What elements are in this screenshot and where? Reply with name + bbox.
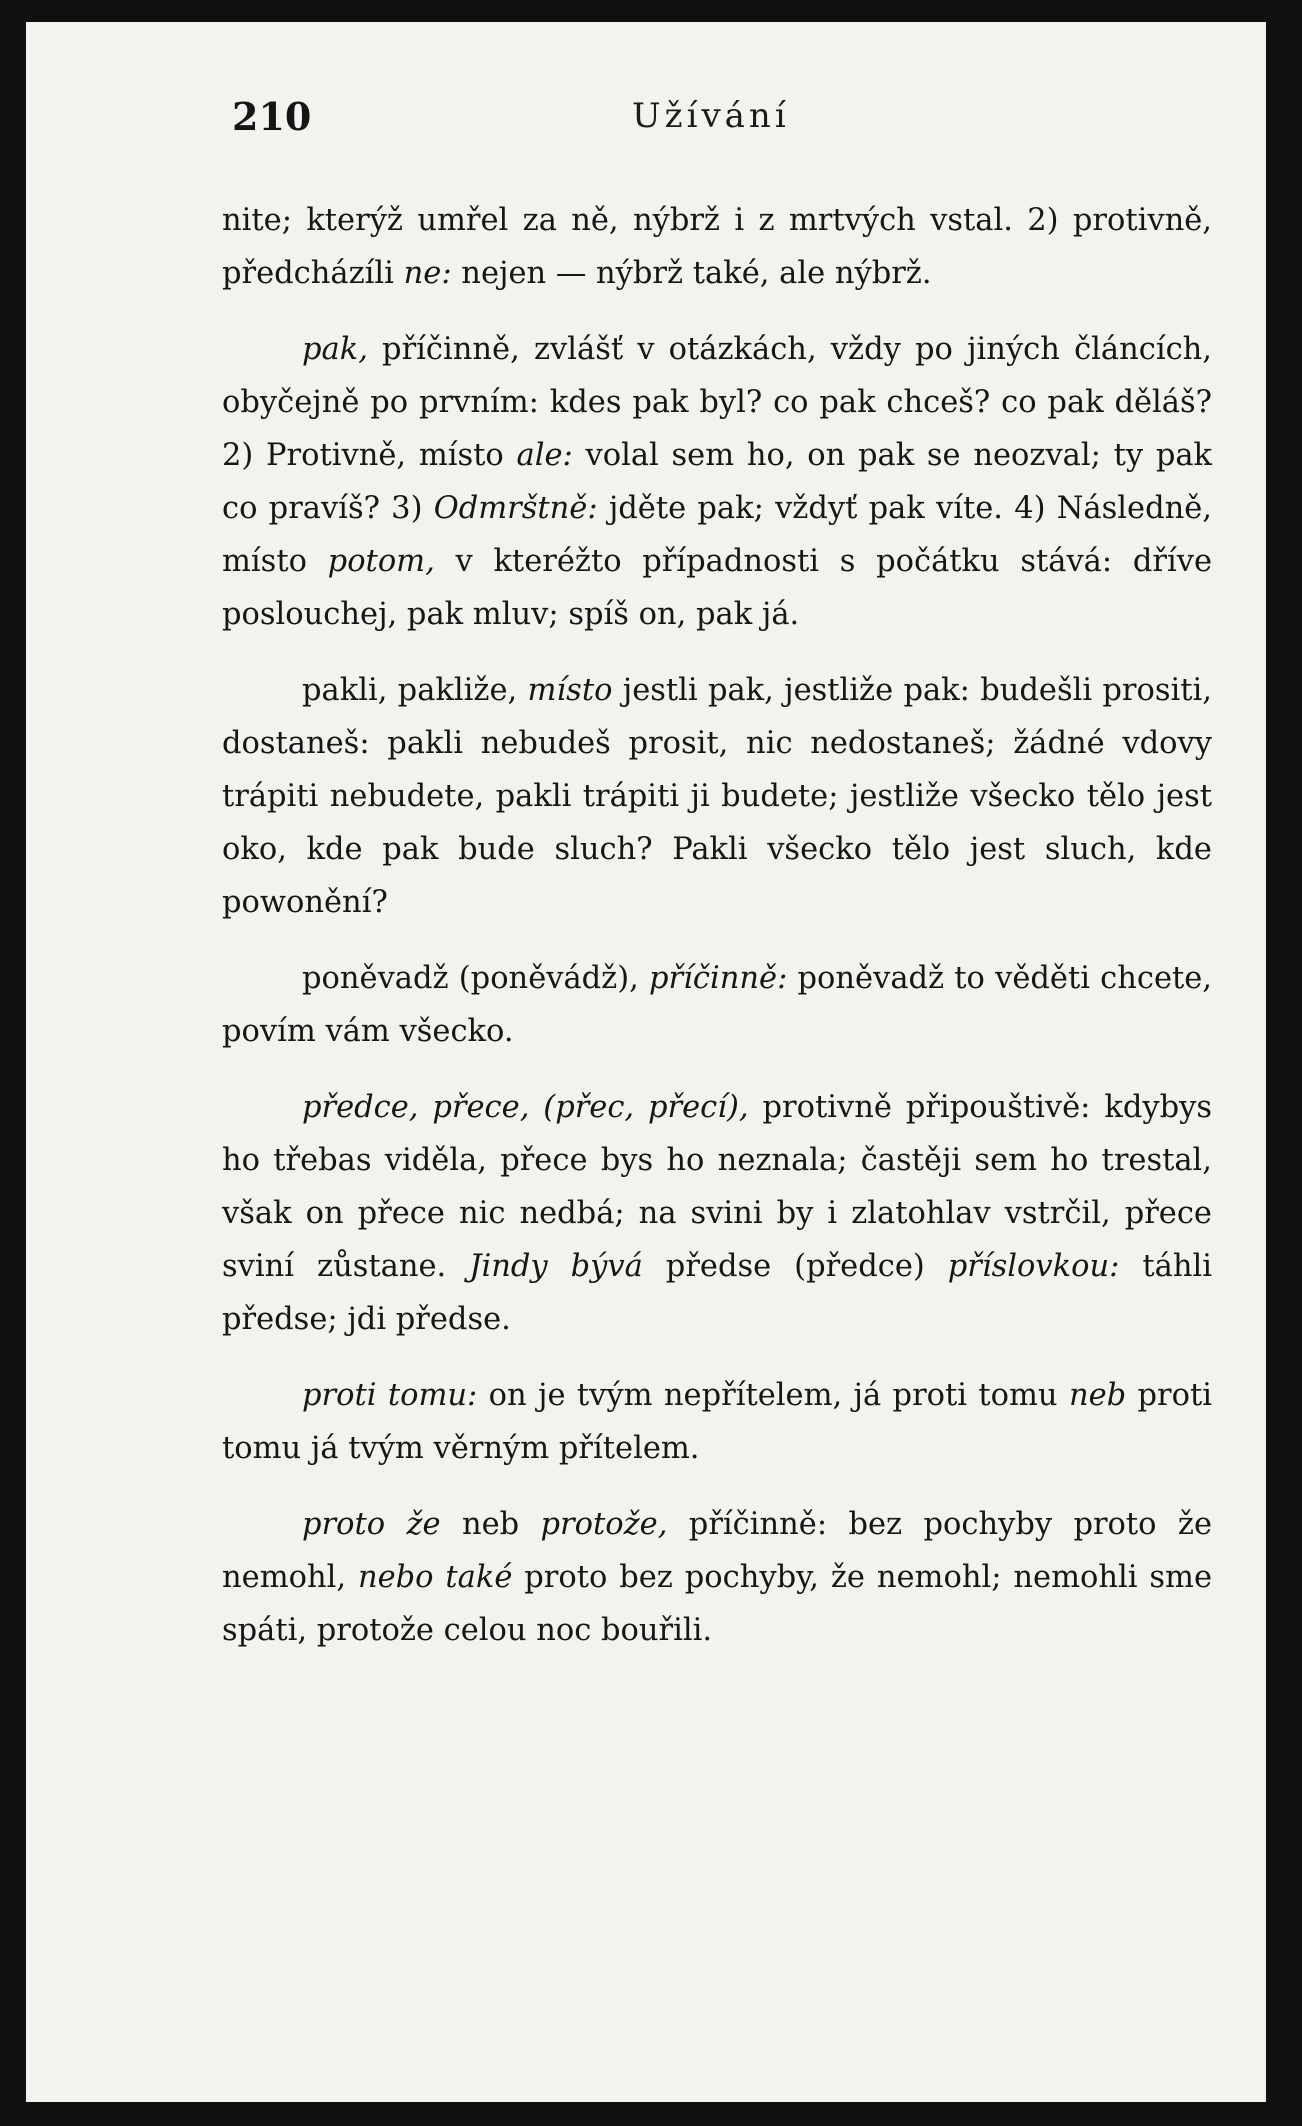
paragraph [222, 664, 1212, 929]
page-header [232, 94, 1212, 154]
text-segment: proti tomu já tvým věrným přítelem. [222, 1378, 1212, 1466]
text-segment: on je tvým nepřítelem, já proti tomu [477, 1378, 1069, 1413]
text-segment: předse (předce) [642, 1249, 948, 1284]
paragraph [222, 194, 1212, 300]
text-segment: neb [440, 1507, 541, 1542]
book-page [26, 22, 1266, 2102]
italic-text-segment: proti tomu: [302, 1378, 478, 1413]
text-segment: proto bez pochyby, že nemohl; nemohli sme spáti, protože celou noc bouřili. [222, 1560, 1213, 1648]
italic-text-segment: nebo také [357, 1560, 513, 1595]
italic-text-segment: Jindy bývá [469, 1249, 643, 1284]
italic-text-segment: ne: [403, 256, 452, 291]
paragraph [222, 1369, 1212, 1475]
paragraph [222, 323, 1212, 641]
italic-text-segment: pak, [302, 332, 368, 367]
italic-text-segment: příčinně: [649, 961, 788, 996]
italic-text-segment: proto že [302, 1507, 441, 1542]
text-segment: příčinně, zvlášť v otázkách, vždy po jiných článcích, obyčejně po prvním: kdes pak byl? co pak chceš? co pak děláš? 2) Protivně, místo [222, 332, 1212, 473]
text-segment: v kteréžto případnosti s počátku stává: dříve poslouchej, pak mluv; spíš on, pak já. [222, 544, 1212, 632]
text-segment: jestli pak, jestliže pak: budešli prositi, dostaneš: pakli nebudeš prosit, nic nedostaneš; žádné vdovy trápiti nebudete, pakli trápiti ji budete; jestliže všecko tělo jest oko, kde pak bude sluch? Pakli všecko tělo jest sluch, kde powonění? [222, 673, 1212, 920]
italic-text-segment: předce, přece, (přec, přecí), [302, 1090, 749, 1125]
paragraph [222, 952, 1212, 1058]
paragraph [222, 1498, 1212, 1657]
page-number: 210 [232, 94, 312, 139]
text-segment: protivně připouštivě: kdybys ho třebas viděla, přece bys ho neznala; častěji sem ho trestal, však on přece nic nedbá; na svini by i zlatohlav vstrčil, přece sviní zůstane. [222, 1090, 1212, 1284]
italic-text-segment: Odmrštně: [433, 491, 598, 526]
italic-text-segment: ale: [516, 438, 573, 473]
text-segment: nejen — nýbrž také, ale nýbrž. [451, 256, 932, 291]
italic-text-segment: potom, [327, 544, 435, 579]
body-text [222, 194, 1212, 1657]
text-segment: nite; kterýž umřel za ně, nýbrž i z mrtvých vstal. 2) protivně, předcházíli [222, 203, 1212, 291]
text-segment: volal sem ho, on pak se neozval; ty pak co pravíš? 3) [222, 438, 1213, 526]
text-segment: příčinně: bez pochyby proto že nemohl, [222, 1507, 1213, 1595]
text-segment: poněvadž (poněvádž), [302, 961, 650, 996]
text-segment: poněvadž to věděti chcete, povím vám všecko. [222, 961, 1212, 1049]
paragraph [222, 1081, 1212, 1346]
text-segment: jděte pak; vždyť pak víte. 4) Následně, místo [222, 491, 1212, 579]
italic-text-segment: příslovkou: [947, 1249, 1120, 1284]
italic-text-segment: místo [527, 673, 613, 708]
italic-text-segment: protože, [540, 1507, 668, 1542]
text-segment: pakli, pakliže, [302, 673, 528, 708]
italic-text-segment: neb [1068, 1378, 1127, 1413]
text-segment: táhli předse; jdi předse. [222, 1249, 1212, 1337]
running-head: Užívání [632, 96, 790, 136]
